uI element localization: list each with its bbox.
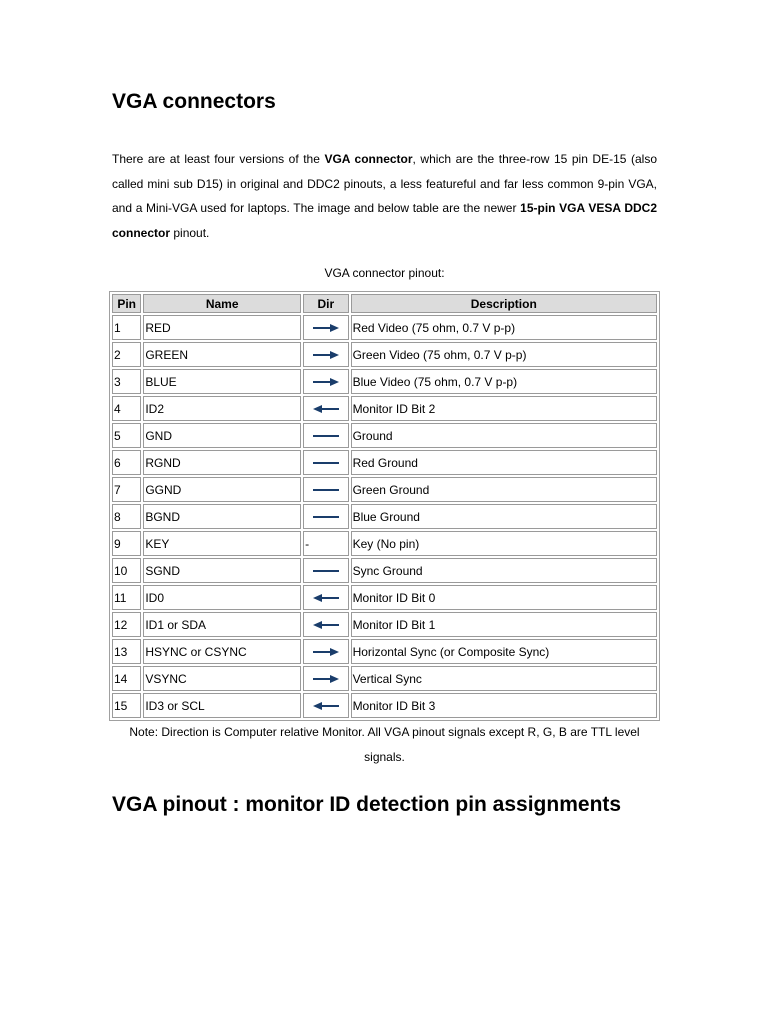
pin-name: ID1 or SDA bbox=[143, 612, 301, 637]
pin-direction bbox=[303, 315, 349, 340]
arrow-right-icon bbox=[312, 377, 340, 387]
pin-name: VSYNC bbox=[143, 666, 301, 691]
pin-name: KEY bbox=[143, 531, 301, 556]
pin-description: Green Video (75 ohm, 0.7 V p-p) bbox=[351, 342, 657, 367]
pin-name: HSYNC or CSYNC bbox=[143, 639, 301, 664]
pin-description: Monitor ID Bit 1 bbox=[351, 612, 657, 637]
arrow-left-icon bbox=[312, 593, 340, 603]
pin-name: GREEN bbox=[143, 342, 301, 367]
direction-note: Note: Direction is Computer relative Monitor. All VGA pinout signals except R, G, B are TTL level signals. bbox=[129, 725, 640, 764]
pin-number: 14 bbox=[112, 666, 141, 691]
table-body bbox=[112, 315, 657, 718]
table-row bbox=[112, 315, 657, 340]
pin-name: ID2 bbox=[143, 396, 301, 421]
pin-description: Horizontal Sync (or Composite Sync) bbox=[351, 639, 657, 664]
intro-text-2: , which are the three-row 15 pin DE-15 (also called mini sub D15) in original and DDC2 pinouts, a less featureful and far less common 9-pin VGA, and a Mini-VGA used for laptops. The image and below table are the newer bbox=[112, 152, 657, 215]
pin-description: Monitor ID Bit 2 bbox=[351, 396, 657, 421]
table-row bbox=[112, 585, 657, 610]
pin-direction bbox=[303, 423, 349, 448]
ground-line-icon bbox=[312, 566, 340, 576]
pin-number: 5 bbox=[112, 423, 141, 448]
ground-line-icon bbox=[312, 512, 340, 522]
pin-number: 12 bbox=[112, 612, 141, 637]
pin-name: GND bbox=[143, 423, 301, 448]
pin-direction bbox=[303, 639, 349, 664]
pin-direction bbox=[303, 693, 349, 718]
pin-description: Red Video (75 ohm, 0.7 V p-p) bbox=[351, 315, 657, 340]
arrow-right-icon bbox=[312, 323, 340, 333]
table-row bbox=[112, 369, 657, 394]
pin-direction bbox=[303, 477, 349, 502]
pin-direction bbox=[303, 342, 349, 367]
table-row bbox=[112, 450, 657, 475]
pin-description: Monitor ID Bit 0 bbox=[351, 585, 657, 610]
intro-paragraph bbox=[112, 147, 657, 245]
pin-description: Key (No pin) bbox=[351, 531, 657, 556]
table-row bbox=[112, 504, 657, 529]
header-dir: Dir bbox=[303, 294, 349, 313]
pin-direction bbox=[303, 666, 349, 691]
table-header-row bbox=[112, 294, 657, 313]
intro-text-3: pinout. bbox=[170, 225, 210, 240]
pin-direction bbox=[303, 504, 349, 529]
pin-description: Monitor ID Bit 3 bbox=[351, 693, 657, 718]
pin-name: RGND bbox=[143, 450, 301, 475]
pin-number: 4 bbox=[112, 396, 141, 421]
pin-name: ID0 bbox=[143, 585, 301, 610]
pin-number: 15 bbox=[112, 693, 141, 718]
pin-direction bbox=[303, 531, 349, 556]
pin-name: SGND bbox=[143, 558, 301, 583]
pin-name: GGND bbox=[143, 477, 301, 502]
arrow-left-icon bbox=[312, 404, 340, 414]
table-row bbox=[112, 423, 657, 448]
pin-number: 7 bbox=[112, 477, 141, 502]
pin-number: 2 bbox=[112, 342, 141, 367]
table-row bbox=[112, 558, 657, 583]
table-row bbox=[112, 639, 657, 664]
table-row bbox=[112, 666, 657, 691]
pin-number: 11 bbox=[112, 585, 141, 610]
pin-name: ID3 or SCL bbox=[143, 693, 301, 718]
pin-description: Vertical Sync bbox=[351, 666, 657, 691]
pin-description: Red Ground bbox=[351, 450, 657, 475]
intro-bold-ddc2-connector: 15-pin VGA VESA DDC2 connector bbox=[112, 201, 657, 240]
page-title: VGA connectors bbox=[112, 90, 276, 113]
header-pin: Pin bbox=[112, 294, 141, 313]
pin-description: Sync Ground bbox=[351, 558, 657, 583]
arrow-left-icon bbox=[312, 701, 340, 711]
pin-number: 6 bbox=[112, 450, 141, 475]
table-row bbox=[112, 342, 657, 367]
pin-description: Blue Video (75 ohm, 0.7 V p-p) bbox=[351, 369, 657, 394]
arrow-right-icon bbox=[312, 350, 340, 360]
pin-number: 8 bbox=[112, 504, 141, 529]
pin-name: BGND bbox=[143, 504, 301, 529]
pin-direction bbox=[303, 612, 349, 637]
pin-name: BLUE bbox=[143, 369, 301, 394]
pin-number: 1 bbox=[112, 315, 141, 340]
pin-direction bbox=[303, 396, 349, 421]
pin-number: 9 bbox=[112, 531, 141, 556]
ground-line-icon bbox=[312, 431, 340, 441]
table-row bbox=[112, 477, 657, 502]
pin-description: Green Ground bbox=[351, 477, 657, 502]
intro-text-1: There are at least four versions of the bbox=[112, 152, 325, 166]
pinout-table bbox=[109, 291, 660, 721]
pin-number: 10 bbox=[112, 558, 141, 583]
pin-name: RED bbox=[143, 315, 301, 340]
pin-description: Blue Ground bbox=[351, 504, 657, 529]
pin-direction bbox=[303, 450, 349, 475]
section-heading: VGA pinout : monitor ID detection pin assignments bbox=[112, 793, 622, 816]
pin-number: 13 bbox=[112, 639, 141, 664]
intro-bold-vga-connector: VGA connector bbox=[324, 152, 413, 166]
header-description: Description bbox=[351, 294, 657, 313]
direction-none: - bbox=[305, 536, 310, 551]
ground-line-icon bbox=[312, 458, 340, 468]
table-row bbox=[112, 612, 657, 637]
ground-line-icon bbox=[312, 485, 340, 495]
pin-direction bbox=[303, 558, 349, 583]
table-row bbox=[112, 531, 657, 556]
table-caption: VGA connector pinout: bbox=[324, 266, 445, 280]
pin-direction bbox=[303, 585, 349, 610]
arrow-left-icon bbox=[312, 620, 340, 630]
pin-description: Ground bbox=[351, 423, 657, 448]
table-row bbox=[112, 693, 657, 718]
pin-direction bbox=[303, 369, 349, 394]
header-name: Name bbox=[143, 294, 301, 313]
pin-number: 3 bbox=[112, 369, 141, 394]
arrow-right-icon bbox=[312, 647, 340, 657]
table-row bbox=[112, 396, 657, 421]
arrow-right-icon bbox=[312, 674, 340, 684]
